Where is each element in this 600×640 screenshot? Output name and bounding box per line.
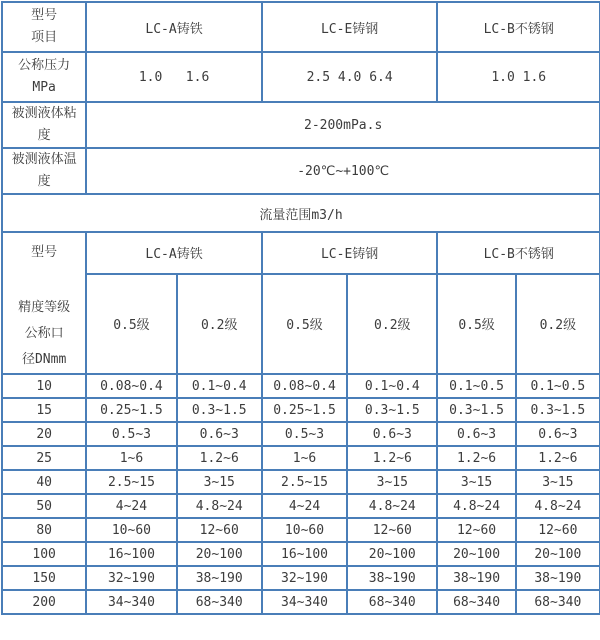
dn-cell: 100 — [2, 542, 86, 566]
dn-cell: 200 — [2, 590, 86, 614]
pressure-value-lcb: 1.0 1.6 — [437, 52, 600, 102]
temperature-row — [2, 148, 600, 194]
flow-cell: 10~60 — [86, 518, 176, 542]
precision-label-block — [3, 295, 85, 373]
flow-cell: 0.1~0.5 — [437, 374, 515, 398]
flow-cell: 12~60 — [516, 518, 600, 542]
precision-line1: 精度等级 — [18, 300, 71, 315]
flow-cell: 0.3~1.5 — [177, 398, 262, 422]
pressure-label-cell — [2, 52, 86, 102]
viscosity-label-line1: 被测液体粘 — [11, 106, 77, 121]
flow-cell: 38~190 — [347, 566, 437, 590]
flow-cell: 34~340 — [262, 590, 347, 614]
flow-cell: 1.2~6 — [437, 446, 515, 470]
flow-cell: 68~340 — [177, 590, 262, 614]
flow-cell: 0.6~3 — [516, 422, 600, 446]
grade-cell: 0.5级 — [437, 274, 515, 374]
flow-cell: 1.2~6 — [177, 446, 262, 470]
viscosity-label-cell — [2, 102, 86, 148]
flow-cell: 3~15 — [516, 470, 600, 494]
precision-line2: 公称口 — [24, 326, 64, 341]
flow-cell: 0.08~0.4 — [86, 374, 176, 398]
model-header-lcb: LC-B不锈钢 — [437, 2, 600, 52]
dn-cell: 50 — [2, 494, 86, 518]
temperature-label-line1: 被测液体温 — [11, 152, 77, 167]
flow-cell: 0.1~0.4 — [177, 374, 262, 398]
table-row-dn200 — [2, 590, 600, 614]
flow-cell: 38~190 — [437, 566, 515, 590]
flow-cell: 2.5~15 — [86, 470, 176, 494]
table-row-dn40 — [2, 470, 600, 494]
table-row-dn25 — [2, 446, 600, 470]
corner-line-model: 型号 — [31, 8, 58, 23]
flow-model-row — [2, 232, 600, 274]
pressure-label-line1: 公称压力 — [18, 58, 71, 73]
grade-cell: 0.2级 — [516, 274, 600, 374]
dn-cell: 20 — [2, 422, 86, 446]
flow-cell: 38~190 — [516, 566, 600, 590]
dn-cell: 80 — [2, 518, 86, 542]
flow-cell: 10~60 — [262, 518, 347, 542]
flow-cell: 0.25~1.5 — [86, 398, 176, 422]
flow-cell: 0.6~3 — [347, 422, 437, 446]
flow-cell: 0.5~3 — [262, 422, 347, 446]
dn-cell: 150 — [2, 566, 86, 590]
flow-banner-row — [2, 194, 600, 232]
flow-cell: 0.6~3 — [177, 422, 262, 446]
flow-cell: 0.5~3 — [86, 422, 176, 446]
model-header-lca: LC-A铸铁 — [86, 2, 262, 52]
flow-cell: 0.25~1.5 — [262, 398, 347, 422]
flow-cell: 3~15 — [437, 470, 515, 494]
flow-cell: 32~190 — [262, 566, 347, 590]
dn-cell: 40 — [2, 470, 86, 494]
flow-cell: 32~190 — [86, 566, 176, 590]
flow-cell: 16~100 — [262, 542, 347, 566]
model-precision-cell — [2, 232, 86, 374]
pressure-value-lce: 2.5 4.0 6.4 — [262, 52, 438, 102]
corner-line-item: 项目 — [31, 30, 58, 45]
flow-cell: 20~100 — [516, 542, 600, 566]
grade-cell: 0.2级 — [347, 274, 437, 374]
flow-cell: 20~100 — [437, 542, 515, 566]
flow-cell: 4.8~24 — [516, 494, 600, 518]
flow-cell: 38~190 — [177, 566, 262, 590]
table-row-dn20 — [2, 422, 600, 446]
flow-model-header-lca: LC-A铸铁 — [86, 232, 262, 274]
flowmeter-spec-table — [1, 1, 600, 615]
flow-model-header-lce: LC-E铸钢 — [262, 232, 438, 274]
flow-cell: 4~24 — [262, 494, 347, 518]
flow-banner-cell: 流量范围m3/h — [2, 194, 600, 232]
dn-cell: 15 — [2, 398, 86, 422]
flow-cell: 0.3~1.5 — [516, 398, 600, 422]
flow-cell: 1~6 — [86, 446, 176, 470]
table-row-dn100 — [2, 542, 600, 566]
temperature-value-cell: -20℃~+100℃ — [86, 148, 600, 194]
flow-cell: 1~6 — [262, 446, 347, 470]
pressure-value-lca: 1.0 1.6 — [86, 52, 262, 102]
flow-model-header-lcb: LC-B不锈钢 — [437, 232, 600, 274]
dn-cell: 10 — [2, 374, 86, 398]
flow-cell: 0.6~3 — [437, 422, 515, 446]
pressure-label-line2: MPa — [32, 80, 56, 95]
flow-cell: 0.1~0.5 — [516, 374, 600, 398]
flow-cell: 3~15 — [177, 470, 262, 494]
flow-cell: 20~100 — [177, 542, 262, 566]
viscosity-value-cell: 2-200mPa.s — [86, 102, 600, 148]
flow-cell: 34~340 — [86, 590, 176, 614]
flow-cell: 0.3~1.5 — [347, 398, 437, 422]
flow-cell: 1.2~6 — [516, 446, 600, 470]
table-row-dn10 — [2, 374, 600, 398]
temperature-label-cell — [2, 148, 86, 194]
flow-cell: 4.8~24 — [437, 494, 515, 518]
flow-cell: 4.8~24 — [347, 494, 437, 518]
temperature-label-line2: 度 — [37, 174, 51, 189]
flow-cell: 12~60 — [347, 518, 437, 542]
table-row-dn80 — [2, 518, 600, 542]
dn-cell: 25 — [2, 446, 86, 470]
grade-cell: 0.5级 — [86, 274, 176, 374]
flow-cell: 68~340 — [437, 590, 515, 614]
flow-cell: 1.2~6 — [347, 446, 437, 470]
table-row-dn150 — [2, 566, 600, 590]
header-row — [2, 2, 600, 52]
flow-cell: 4~24 — [86, 494, 176, 518]
header-corner-cell — [2, 2, 86, 52]
pressure-row — [2, 52, 600, 102]
viscosity-row — [2, 102, 600, 148]
flow-cell: 4.8~24 — [177, 494, 262, 518]
grade-row — [2, 274, 600, 374]
flow-cell: 68~340 — [347, 590, 437, 614]
flow-cell: 3~15 — [347, 470, 437, 494]
flow-cell: 12~60 — [177, 518, 262, 542]
viscosity-label-line2: 度 — [37, 128, 51, 143]
grade-cell: 0.5级 — [262, 274, 347, 374]
flow-cell: 0.3~1.5 — [437, 398, 515, 422]
grade-cell: 0.2级 — [177, 274, 262, 374]
table-row-dn50 — [2, 494, 600, 518]
flow-cell: 68~340 — [516, 590, 600, 614]
flow-cell: 12~60 — [437, 518, 515, 542]
flow-cell: 0.1~0.4 — [347, 374, 437, 398]
flow-cell: 2.5~15 — [262, 470, 347, 494]
model-header-lce: LC-E铸钢 — [262, 2, 438, 52]
flow-cell: 20~100 — [347, 542, 437, 566]
flow-model-label: 型号 — [31, 245, 58, 260]
flow-cell: 0.08~0.4 — [262, 374, 347, 398]
flow-cell: 16~100 — [86, 542, 176, 566]
precision-line3: 径DNmm — [21, 352, 67, 367]
table-row-dn15 — [2, 398, 600, 422]
